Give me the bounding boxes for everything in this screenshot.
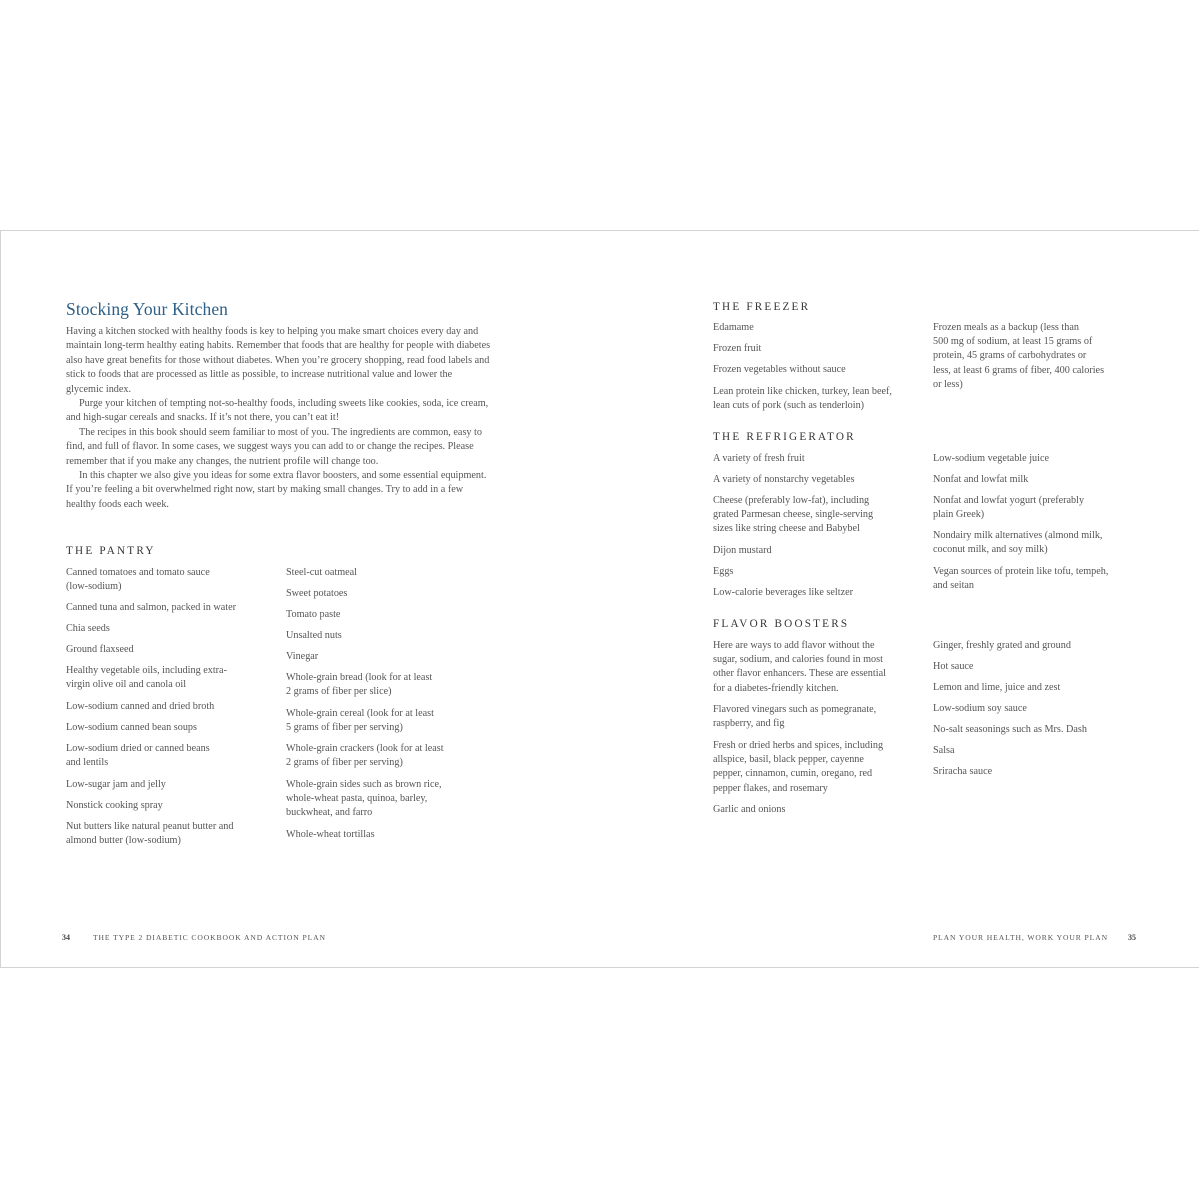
pantry-item: Canned tuna and salmon, packed in water: [66, 602, 237, 613]
pantry-item: Whole-wheat tortillas: [286, 829, 375, 840]
pantry-item: Canned tomatoes and tomato sauce (low-sodium): [66, 567, 210, 593]
intro-paragraph: In this chapter we also give you ideas for some extra flavor boosters, and some essential equipment. If you’re feeling a bit overwhelmed right now, start by making small changes. Try to add in a few healthy foods each week.: [66, 470, 487, 510]
refrigerator-item: Low-sodium vegetable juice: [933, 453, 1049, 464]
pantry-item: Low-sodium canned bean soups: [66, 722, 197, 733]
pantry-item: Nonstick cooking spray: [66, 800, 163, 811]
flavor-booster-item: Garlic and onions: [713, 804, 786, 815]
refrigerator-item: Nonfat and lowfat yogurt (preferably plain Greek): [933, 495, 1085, 521]
intro-paragraph: Purge your kitchen of tempting not-so-healthy foods, including sweets like cookies, soda, ice cream, and high-sugar cereals and snacks. If it’s not there, you can’t eat it!: [66, 398, 489, 424]
pantry-item: Ground flaxseed: [66, 644, 134, 655]
intro-text: [66, 325, 491, 512]
freezer-item: Frozen vegetables without sauce: [713, 364, 846, 375]
flavor-booster-item: Ginger, freshly grated and ground: [933, 640, 1071, 651]
intro-paragraph: Having a kitchen stocked with healthy foods is key to helping you make smart choices every day and maintain long-term healthy eating habits. Remember that foods that are healthy for people with diabetes also have great benefits for those without diabetes. When you’re grocery shopping, read food labels and stick to foods that are processed as little as possible, to increase nutritional value and lower the glycemic index.: [66, 326, 491, 395]
refrigerator-item: Dijon mustard: [713, 545, 772, 556]
pantry-item: Sweet potatoes: [286, 588, 348, 599]
pantry-item: Chia seeds: [66, 623, 110, 634]
pantry-item: Whole-grain bread (look for at least 2 grams of fiber per slice): [286, 672, 433, 698]
pantry-item: Nut butters like natural peanut butter and almond butter (low-sodium): [66, 821, 234, 847]
refrigerator-item: A variety of fresh fruit: [713, 453, 805, 464]
freezer-heading: THE FREEZER: [713, 301, 811, 313]
pantry-item: Whole-grain crackers (look for at least 2 grams of fiber per serving): [286, 743, 444, 769]
freezer-item: Frozen fruit: [713, 343, 762, 354]
page-title: Stocking Your Kitchen: [66, 299, 229, 319]
intro-paragraph: The recipes in this book should seem familiar to most of you. The ingredients are common, easy to find, and full of flavor. In some cases, we suggest ways you can add to or change the recipes. Please remember that if you make any changes, the nutrient profile will change too.: [66, 426, 482, 467]
flavor-booster-item: No-salt seasonings such as Mrs. Dash: [933, 724, 1087, 735]
refrigerator-heading: THE REFRIGERATOR: [713, 431, 856, 443]
refrigerator-item: Eggs: [713, 566, 734, 577]
pantry-item: Unsalted nuts: [286, 630, 342, 641]
freezer-item: Edamame: [713, 322, 754, 333]
pantry-item: Vinegar: [286, 651, 319, 662]
flavor-booster-item: Fresh or dried herbs and spices, including allspice, basil, black pepper, cayenne pepper, cinnamon, cumin, oregano, red pepper flakes, and rosemary: [713, 740, 884, 794]
flavor-boosters-heading: FLAVOR BOOSTERS: [713, 618, 850, 630]
pantry-item: Low-sodium canned and dried broth: [66, 701, 215, 712]
refrigerator-item: Low-calorie beverages like seltzer: [713, 587, 854, 598]
refrigerator-item: A variety of nonstarchy vegetables: [713, 474, 855, 485]
flavor-booster-item: Flavored vinegars such as pomegranate, raspberry, and fig: [713, 704, 877, 730]
flavor-boosters-intro: Here are ways to add flavor without the sugar, sodium, and calories found in most other flavor enhancers. These are essential for a diabetes-friendly kitchen.: [713, 640, 886, 694]
freezer-item: Lean protein like chicken, turkey, lean beef, lean cuts of pork (such as tenderloin): [713, 386, 892, 412]
page-number: 34: [62, 933, 70, 942]
refrigerator-item: Cheese (preferably low-fat), including grated Parmesan cheese, single-serving sizes like string cheese and Babybel: [713, 495, 874, 535]
flavor-booster-item: Lemon and lime, juice and zest: [933, 682, 1061, 693]
pantry-item: Steel-cut oatmeal: [286, 567, 357, 578]
refrigerator-item: Nondairy milk alternatives (almond milk, coconut milk, and soy milk): [933, 530, 1103, 556]
freezer-item: Frozen meals as a backup (less than 500 mg of sodium, at least 15 grams of protein, 45 grams of carbohydrates or less, at least 6 grams of fiber, 400 calories or less): [933, 322, 1105, 390]
flavor-booster-item: Hot sauce: [933, 661, 974, 672]
pantry-item: Whole-grain cereal (look for at least 5 grams of fiber per serving): [286, 708, 434, 734]
refrigerator-item: Nonfat and lowfat milk: [933, 474, 1029, 485]
page-number: 35: [1128, 933, 1136, 942]
pantry-item: Whole-grain sides such as brown rice, whole-wheat pasta, quinoa, barley, buckwheat, and farro: [286, 779, 442, 819]
pantry-item: Healthy vegetable oils, including extra- virgin olive oil and canola oil: [66, 665, 227, 691]
refrigerator-item: Vegan sources of protein like tofu, tempeh, and seitan: [933, 566, 1109, 592]
pantry-item: Tomato paste: [286, 609, 341, 620]
pantry-heading: THE PANTRY: [66, 545, 156, 557]
pantry-item: Low-sodium dried or canned beans and lentils: [66, 743, 210, 769]
flavor-booster-item: Sriracha sauce: [933, 766, 993, 777]
flavor-booster-item: Salsa: [933, 745, 955, 756]
running-title: THE TYPE 2 DIABETIC COOKBOOK AND ACTION PLAN: [93, 933, 326, 942]
flavor-booster-item: Low-sodium soy sauce: [933, 703, 1027, 714]
pantry-item: Low-sugar jam and jelly: [66, 779, 166, 790]
running-title: PLAN YOUR HEALTH, WORK YOUR PLAN: [932, 933, 1108, 942]
